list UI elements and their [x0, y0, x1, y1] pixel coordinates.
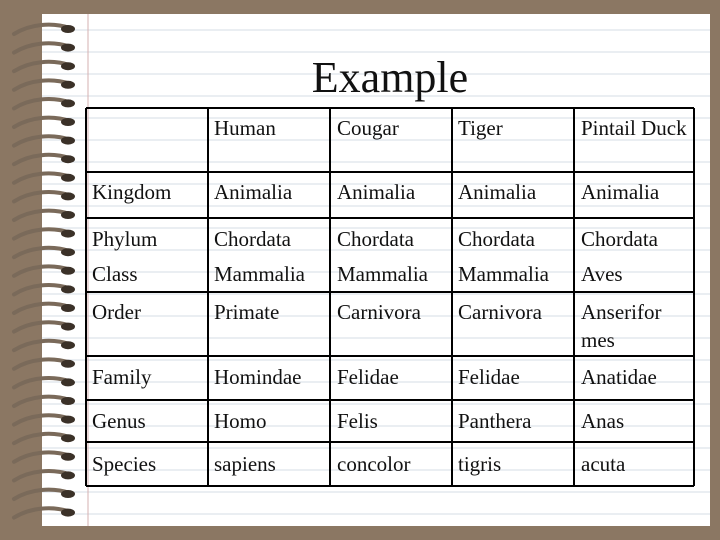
table-cell: Animalia	[458, 180, 537, 204]
table-cell: Anserifor mes	[581, 300, 662, 352]
table-cell: Homo	[214, 409, 267, 433]
table-cell: Carnivora	[458, 300, 542, 324]
table-cell: Carnivora	[337, 300, 421, 324]
table-cell: Chordata	[581, 227, 658, 251]
row-label-class: Class	[92, 262, 138, 286]
table-cell: sapiens	[214, 452, 276, 476]
header-pintail-duck: Pintail Duck	[581, 116, 687, 140]
table-cell: Mammalia	[458, 262, 549, 286]
table-cell: Aves	[581, 262, 623, 286]
table-cell: Anatidae	[581, 365, 657, 389]
row-label-kingdom: Kingdom	[92, 180, 172, 204]
table-cell: Felidae	[337, 365, 399, 389]
row-label-family: Family	[92, 365, 152, 389]
table-cell: Chordata	[337, 227, 414, 251]
table-cell: Felidae	[458, 365, 520, 389]
table-cell: Mammalia	[337, 262, 428, 286]
table-cell: concolor	[337, 452, 411, 476]
table-cell: Anas	[581, 409, 625, 433]
table-cell: Primate	[214, 300, 280, 324]
table-cell: Animalia	[581, 180, 660, 204]
table-cell: Animalia	[337, 180, 416, 204]
header-tiger: Tiger	[458, 116, 503, 140]
row-label-species: Species	[92, 452, 157, 476]
row-label-phylum: Phylum	[92, 227, 158, 251]
table-cell: Mammalia	[214, 262, 305, 286]
table-cell: Homindae	[214, 365, 302, 389]
table-cell: tigris	[458, 452, 502, 476]
table-cell: Chordata	[214, 227, 291, 251]
table-cell: Felis	[337, 409, 378, 433]
header-human: Human	[214, 116, 276, 140]
table-cell: acuta	[581, 452, 626, 476]
table-cell: Panthera	[458, 409, 532, 433]
slide-title: Example	[311, 53, 469, 102]
row-label-genus: Genus	[92, 409, 146, 433]
table-cell: Animalia	[214, 180, 293, 204]
table-cell: Chordata	[458, 227, 535, 251]
header-cougar: Cougar	[337, 116, 399, 140]
row-label-order: Order	[92, 300, 141, 324]
